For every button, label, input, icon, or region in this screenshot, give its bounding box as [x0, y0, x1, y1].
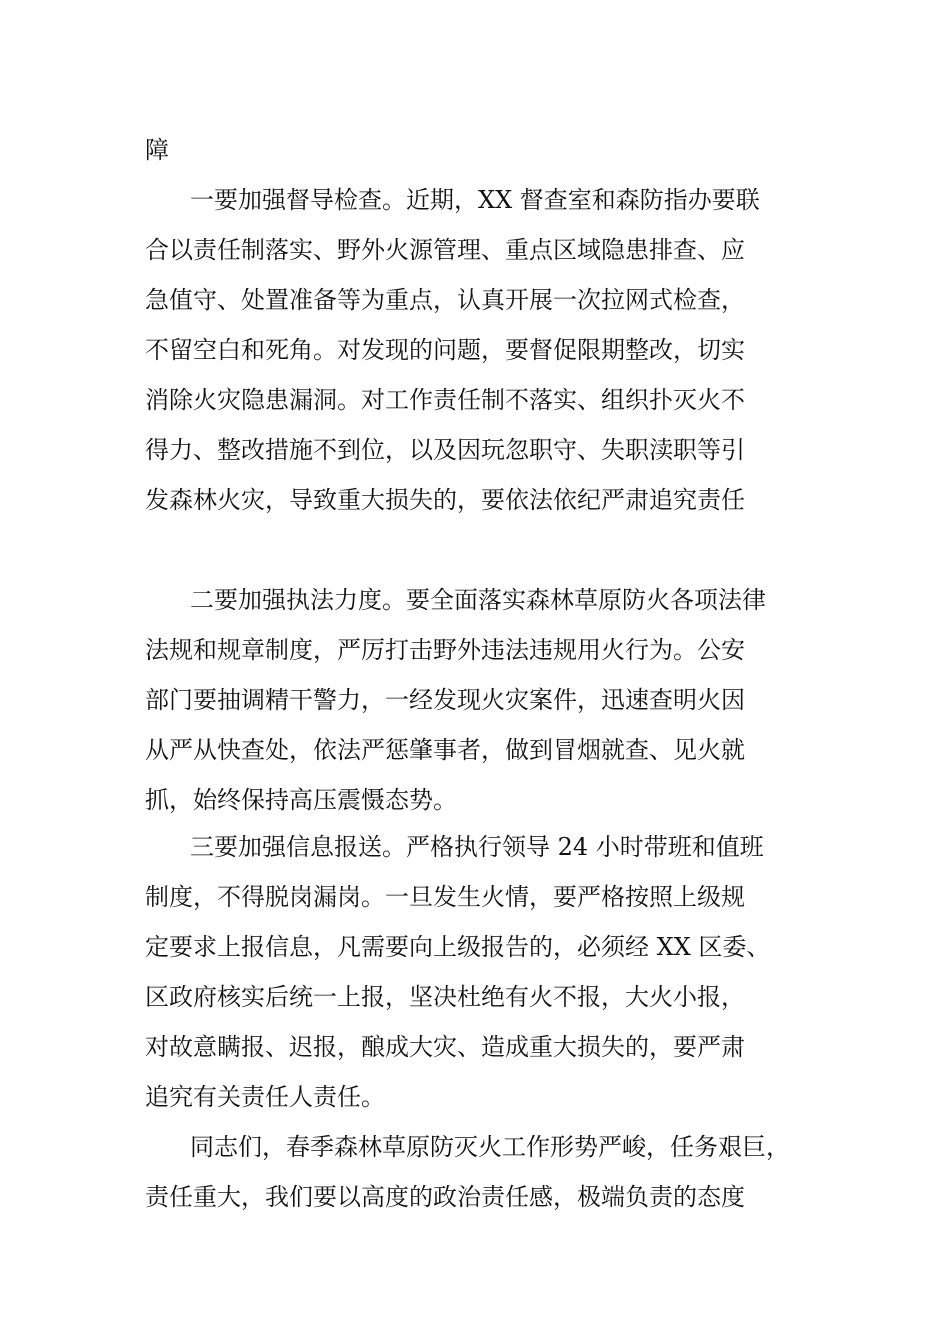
text-line: 追究有关责任人责任。: [145, 1083, 385, 1111]
paragraph-first-line: 同志们，春季森林草原防灭火工作形势严峻，任务艰巨，: [190, 1133, 790, 1161]
text-line: 抓，始终保持高压震慑态势。: [145, 786, 457, 814]
text-line: 法规和规章制度，严厉打击野外违法违规用火行为。公安: [145, 636, 745, 664]
text-line: 急值守、处置准备等为重点，认真开展一次拉网式检查，: [145, 286, 745, 314]
text-line: 不留空白和死角。对发现的问题，要督促限期整改，切实: [145, 336, 745, 364]
text-line: 障: [145, 136, 169, 164]
text-line: 区政府核实后统一上报，坚决杜绝有火不报，大火小报，: [145, 983, 745, 1011]
text-line: 定要求上报信息，凡需要向上级报告的，必须经 XX 区委、: [145, 933, 771, 961]
paragraph-first-line: 二要加强执法力度。要全面落实森林草原防火各项法律: [190, 586, 766, 614]
text-line: 从严从快查处，依法严惩肇事者，做到冒烟就查、见火就: [145, 736, 745, 764]
paragraph-first-line: 三要加强信息报送。严格执行领导 24 小时带班和值班: [190, 833, 764, 861]
text-line: 得力、整改措施不到位，以及因玩忽职守、失职渎职等引: [145, 436, 745, 464]
text-line: 部门要抽调精干警力，一经发现火灾案件，迅速查明火因: [145, 686, 745, 714]
paragraph-first-line: 一要加强督导检查。近期，XX 督查室和森防指办要联: [190, 186, 760, 214]
text-line: 对故意瞒报、迟报，酿成大灾、造成重大损失的，要严肃: [145, 1033, 745, 1061]
text-line: 责任重大，我们要以高度的政治责任感，极端负责的态度: [145, 1183, 745, 1211]
text-line: 消除火灾隐患漏洞。对工作责任制不落实、组织扑灭火不: [145, 386, 745, 414]
text-line: 发森林火灾，导致重大损失的，要依法依纪严肃追究责任: [145, 486, 745, 514]
text-line: 制度，不得脱岗漏岗。一旦发生火情，要严格按照上级规: [145, 883, 745, 911]
text-line: 合以责任制落实、野外火源管理、重点区域隐患排查、应: [145, 236, 745, 264]
